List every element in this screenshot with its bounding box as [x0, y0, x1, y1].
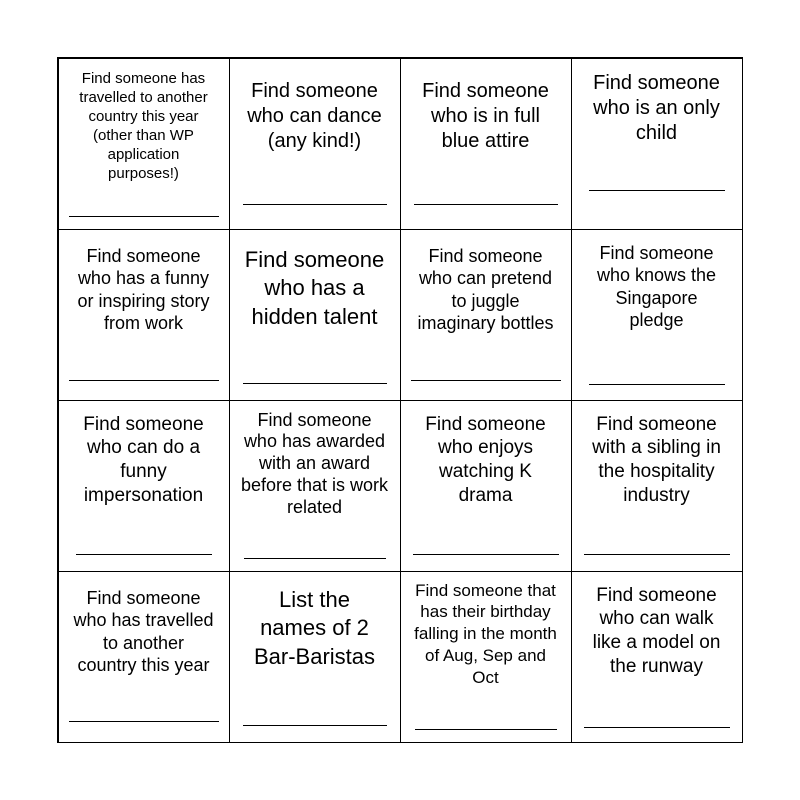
- bingo-square[interactable]: [229, 400, 401, 572]
- bingo-square[interactable]: [571, 229, 743, 401]
- bingo-board: [57, 57, 743, 743]
- bingo-square[interactable]: [229, 571, 401, 743]
- square-prompt: Find someone who is in full blue attire: [422, 79, 549, 152]
- bingo-square[interactable]: [400, 229, 572, 401]
- bingo-square[interactable]: [400, 571, 572, 743]
- square-prompt: Find someone who is an only child: [593, 71, 720, 144]
- answer-line[interactable]: [69, 721, 219, 722]
- bingo-square[interactable]: [229, 229, 401, 401]
- bingo-square[interactable]: [58, 571, 230, 743]
- square-prompt: Find someone who has travelled to another country this year: [73, 587, 214, 675]
- square-prompt: Find someone who enjoys watching K drama: [425, 413, 546, 506]
- square-prompt: Find someone who has awarded with an award before that is work related: [240, 409, 389, 518]
- answer-line[interactable]: [411, 380, 561, 381]
- square-prompt: Find someone who can do a funny impersonation: [83, 413, 204, 506]
- square-prompt: Find someone has travelled to another country this year (other than WP application purposes!): [79, 69, 208, 182]
- answer-line[interactable]: [584, 554, 730, 555]
- square-prompt: List the names of 2 Bar-Baristas: [253, 586, 376, 669]
- square-prompt: Find someone who can dance (any kind!): [247, 79, 382, 152]
- bingo-square[interactable]: [400, 400, 572, 572]
- answer-line[interactable]: [76, 554, 212, 555]
- answer-line[interactable]: [243, 725, 387, 726]
- answer-line[interactable]: [589, 384, 725, 385]
- square-prompt: Find someone who knows the Singapore pledge: [596, 242, 717, 330]
- answer-line[interactable]: [244, 558, 386, 559]
- square-prompt: Find someone who can pretend to juggle imaginary bottles: [417, 245, 554, 333]
- bingo-square[interactable]: [229, 58, 401, 230]
- answer-line[interactable]: [69, 380, 219, 381]
- bingo-square[interactable]: [571, 58, 743, 230]
- bingo-square[interactable]: [58, 58, 230, 230]
- answer-line[interactable]: [415, 729, 557, 730]
- square-prompt: Find someone who has a funny or inspiring story from work: [77, 245, 210, 333]
- square-prompt: Find someone with a sibling in the hospitality industry: [592, 413, 721, 506]
- answer-line[interactable]: [69, 216, 219, 217]
- bingo-square[interactable]: [571, 571, 743, 743]
- answer-line[interactable]: [413, 554, 559, 555]
- answer-line[interactable]: [243, 383, 387, 384]
- bingo-square[interactable]: [400, 58, 572, 230]
- square-prompt: Find someone who has a hidden talent: [244, 246, 385, 329]
- square-prompt: Find someone that has their birthday falling in the month of Aug, Sep and Oct: [414, 580, 557, 687]
- answer-line[interactable]: [589, 190, 725, 191]
- answer-line[interactable]: [414, 204, 558, 205]
- bingo-square[interactable]: [571, 400, 743, 572]
- bingo-square[interactable]: [58, 229, 230, 401]
- bingo-square[interactable]: [58, 400, 230, 572]
- answer-line[interactable]: [243, 204, 387, 205]
- answer-line[interactable]: [584, 727, 730, 728]
- square-prompt: Find someone who can walk like a model on the runway: [592, 584, 721, 677]
